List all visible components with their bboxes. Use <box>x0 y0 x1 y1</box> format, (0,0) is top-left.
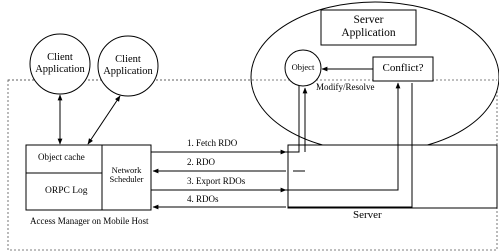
message-2-label: 2. RDO <box>187 157 216 167</box>
client-application-2-label: Client Application <box>103 54 153 77</box>
conflict-label: Conflict? <box>382 62 424 74</box>
object-cache-label: Object cache <box>38 152 85 162</box>
message-1-label: 1. Fetch RDO <box>187 138 238 148</box>
network-scheduler-label: Network Scheduler <box>109 165 144 185</box>
server-label: Server <box>353 209 382 221</box>
orpc-log-label: ORPC Log <box>45 186 88 196</box>
object-label: Object <box>291 62 315 72</box>
server-box <box>288 145 497 208</box>
server-application-label: Server Application <box>341 14 396 39</box>
client2-cache-arrow <box>88 96 120 144</box>
client-application-1-label: Client Application <box>35 52 85 75</box>
access-manager-label: Access Manager on Mobile Host <box>30 216 149 226</box>
message-3-label: 3. Export RDOs <box>187 176 246 186</box>
message-4-label: 4. RDOs <box>187 194 219 204</box>
modify-resolve-label: Modify/Resolve <box>316 82 375 92</box>
